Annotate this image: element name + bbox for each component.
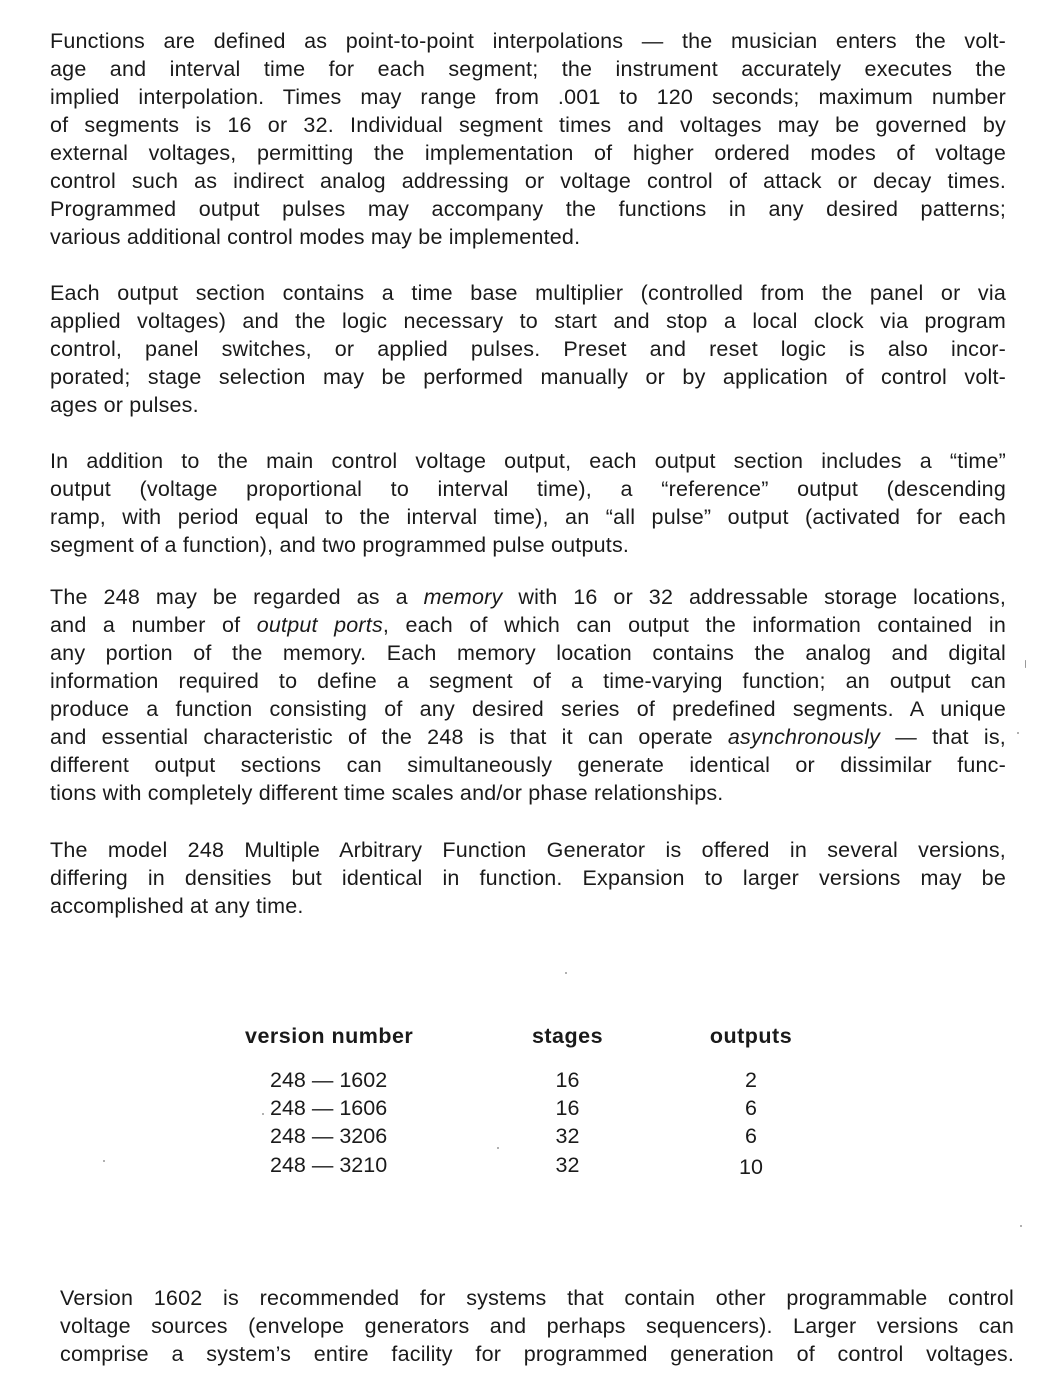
paragraph-interpolation [50,27,1006,251]
column-header-stages: stages [531,1024,604,1048]
emphasis: output ports [256,613,383,637]
text-line: any portion of the memory. Each memory location contains the analog and digital [50,641,1006,665]
table-cell-version: 248 — 1602 [270,1068,388,1092]
table-cell-stages: 32 [555,1153,580,1177]
text-line: differing in densities but identical in function. Expansion to larger versions may be [50,866,1006,890]
text-line: age and interval time for each segment; the instrument accurately executes the [50,57,1006,81]
emphasis: asynchronously [727,725,881,749]
table-cell-version: 248 — 1606 [270,1096,388,1120]
text-line: and a number of output ports, each of which can output the information contained in [50,613,1006,637]
table-cell-outputs: 6 [745,1096,757,1120]
text-line: different output sections can simultaneously generate identical or dissimilar func- [50,753,1006,777]
text-line: In addition to the main control voltage output, each output section includes a “time” [50,449,1006,473]
table-cell-outputs: 6 [745,1124,757,1148]
text-line: voltage sources (envelope generators and perhaps sequencers). Larger versions can [60,1314,1014,1338]
text-line: control such as indirect analog addressing or voltage control of attack or decay times. [50,169,1006,193]
text-line: ages or pulses. [50,393,199,417]
paragraph-recommendation [60,1284,1014,1368]
paragraph-outputs [50,447,1006,559]
text-line: external voltages, permitting the implementation of higher ordered modes of voltage [50,141,1006,165]
table-cell-stages: 16 [555,1068,580,1092]
table-cell-version: 248 — 3210 [270,1153,388,1177]
text-line: various additional control modes may be implemented. [50,225,581,249]
text-line: accomplished at any time. [50,894,304,918]
table-cell-stages: 16 [555,1096,580,1120]
text-line: applied voltages) and the logic necessary to start and stop a local clock via program [50,309,1006,333]
scan-speck [1020,1225,1022,1227]
text-line: control, panel switches, or applied pulses. Preset and reset logic is also incor- [50,337,1006,361]
table-cell-outputs: 10 [739,1155,763,1179]
text-line: Each output section contains a time base multiplier (controlled from the panel or via [50,281,1006,305]
text-line: The model 248 Multiple Arbitrary Function Generator is offered in several versions, [50,838,1006,862]
paragraph-output-section [50,279,1006,419]
text-line: and essential characteristic of the 248 is that it can operate asynchronously — that is, [50,725,1006,749]
text-line: Programmed output pulses may accompany the functions in any desired patterns; [50,197,1006,221]
text-line: produce a function consisting of any desired series of predefined segments. A unique [50,697,1006,721]
scan-speck [1017,732,1019,734]
emphasis: memory [423,585,503,609]
scan-speck [103,1160,105,1162]
text-line: segment of a function), and two programmed pulse outputs. [50,533,630,557]
table-cell-stages: 32 [555,1124,580,1148]
scan-speck [262,1113,264,1115]
text-line: implied interpolation. Times may range from .001 to 120 seconds; maximum number [50,85,1006,109]
paragraph-memory [50,583,1006,807]
text-line: ramp, with period equal to the interval time), an “all pulse” output (activated for each [50,505,1006,529]
text-line: The 248 may be regarded as a memory with 16 or 32 addressable storage locations, [50,585,1006,609]
text-line: information required to define a segment of a time-varying function; an output can [50,669,1006,693]
text-line: comprise a system’s entire facility for programmed generation of control voltages. [60,1342,1014,1366]
table-cell-version: 248 — 3206 [270,1124,388,1148]
column-header-version: version number [245,1024,414,1048]
text-line: of segments is 16 or 32. Individual segment times and voltages may be governed by [50,113,1006,137]
text-line: Version 1602 is recommended for systems that contain other programmable control [60,1286,1014,1310]
scan-speck [565,972,567,974]
column-header-outputs: outputs [709,1024,793,1048]
scan-speck [1025,660,1026,668]
text-line: tions with completely different time scales and/or phase relationships. [50,781,724,805]
scan-speck [497,1147,499,1149]
table-cell-outputs: 2 [745,1068,757,1092]
text-line: Functions are defined as point-to-point interpolations — the musician enters the volt- [50,29,1006,53]
text-line: porated; stage selection may be performed manually or by application of control volt- [50,365,1006,389]
paragraph-model-versions [50,836,1006,920]
text-line: output (voltage proportional to interval time), a “reference” output (descending [50,477,1006,501]
